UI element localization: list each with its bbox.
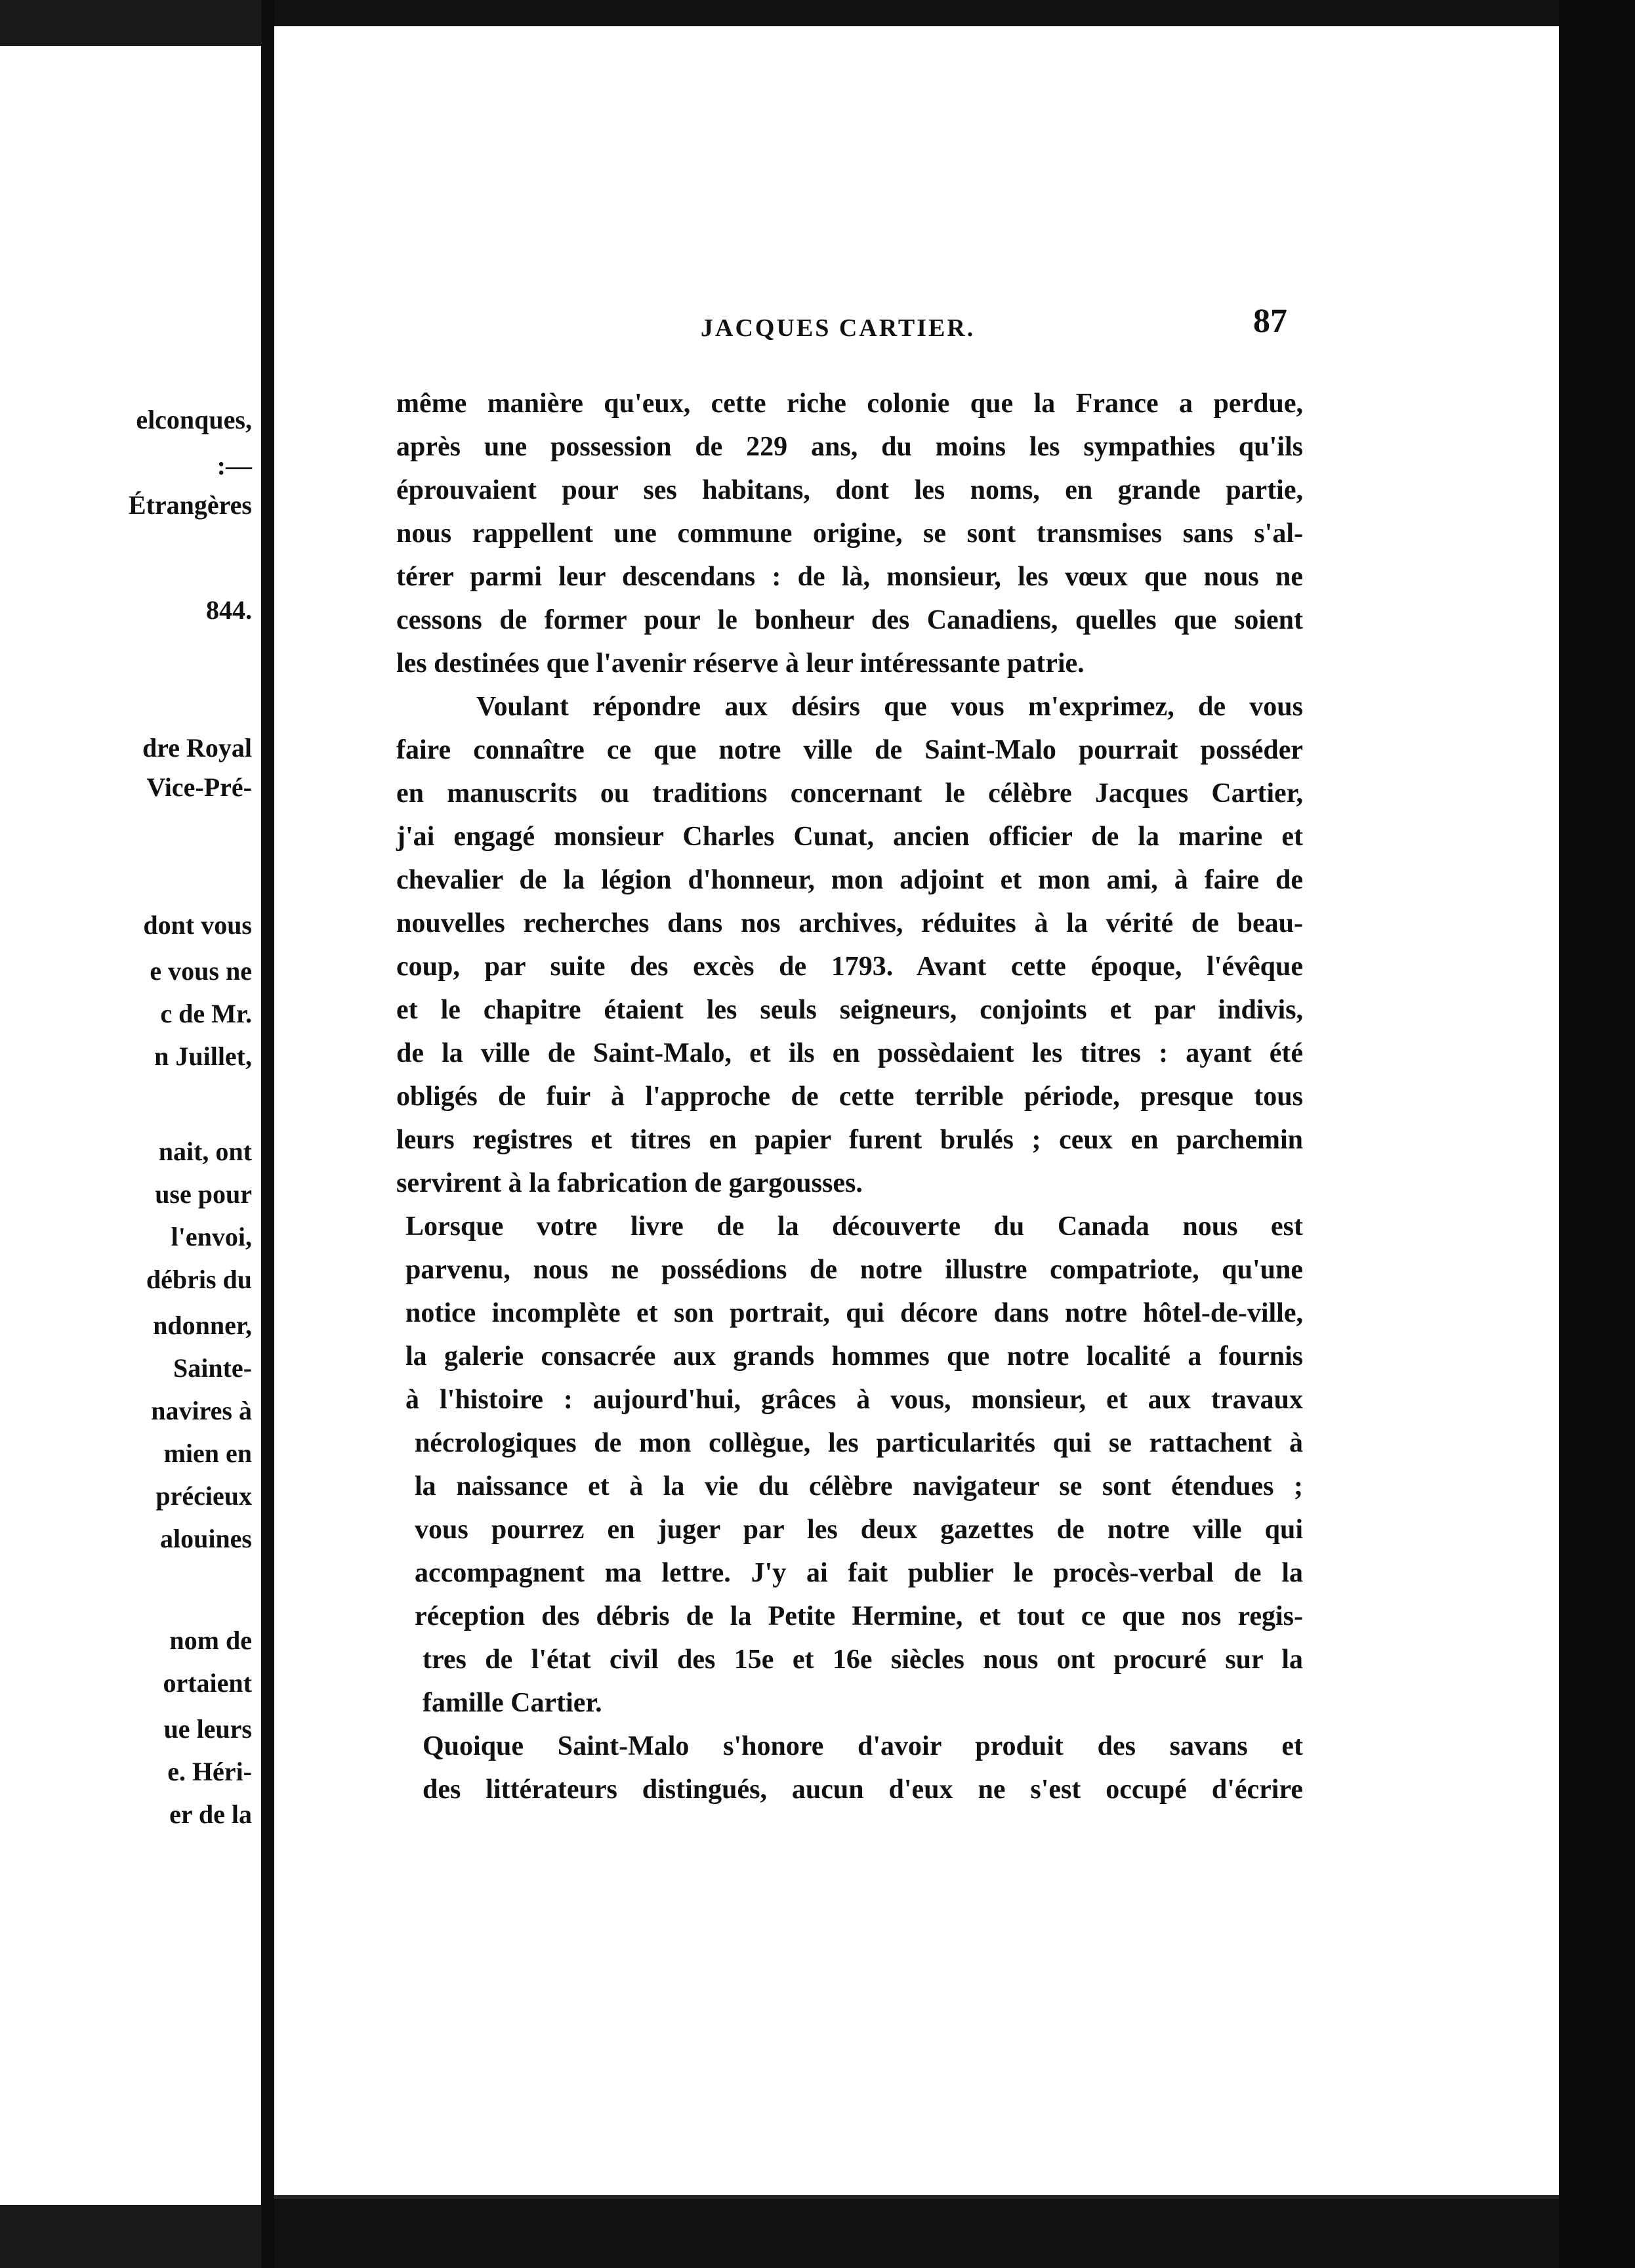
text-line: de la ville de Saint-Malo, et ils en possèdaient les titres : ayant été [396, 1038, 1303, 1068]
text-line: coup, par suite des excès de 1793. Avant cette époque, l'évêque [396, 952, 1303, 982]
text-line: des littérateurs distingués, aucun d'eux ne s'est occupé d'écrire [423, 1774, 1303, 1805]
text-line: vous pourrez en juger par les deux gazettes de notre ville qui [415, 1515, 1303, 1545]
left-page-line: ue leurs [163, 1714, 252, 1744]
text-line: et le chapitre étaient les seuls seigneurs, conjoints et par indivis, [396, 995, 1303, 1025]
left-page-line: n Juillet, [154, 1041, 252, 1071]
text-line: leurs registres et titres en papier furent brulés ; ceux en parchemin [396, 1125, 1303, 1155]
left-page-line: précieux [155, 1481, 252, 1511]
right-edge-shadow [1559, 0, 1635, 2268]
text-line: Lorsque votre livre de la découverte du Canada nous est [405, 1211, 1303, 1242]
text-line: nous rappellent une commune origine, se sont transmises sans s'al- [396, 518, 1303, 549]
page-number: 87 [1253, 303, 1287, 340]
text-line: nouvelles recherches dans nos archives, réduites à la vérité de beau- [396, 908, 1303, 938]
left-page [0, 46, 261, 2205]
body-text [396, 382, 1303, 1811]
text-line: en manuscrits ou traditions concernant le célèbre Jacques Cartier, [396, 778, 1303, 808]
text-line: Voulant répondre aux désirs que vous m'exprimez, de vous [476, 692, 1303, 722]
book-gutter [261, 0, 274, 2268]
left-page-line: Étrangères [128, 490, 252, 520]
left-page-line: 844. [206, 595, 252, 625]
text-line: accompagnent ma lettre. J'y ai fait publier le procès-verbal de la [415, 1558, 1303, 1588]
left-page-line: ortaient [163, 1668, 252, 1698]
left-page-line: l'envoi, [171, 1222, 252, 1251]
left-page-line: c de Mr. [160, 999, 252, 1028]
text-line: éprouvaient pour ses habitans, dont les noms, en grande partie, [396, 475, 1303, 505]
text-line: nécrologiques de mon collègue, les particularités qui se rattachent à [415, 1428, 1303, 1458]
left-page-line: elconques, [136, 405, 252, 434]
text-line: chevalier de la légion d'honneur, mon adjoint et mon ami, à faire de [396, 865, 1303, 895]
text-line: Quoique Saint-Malo s'honore d'avoir produit des savans et [423, 1731, 1303, 1761]
text-line: réception des débris de la Petite Hermine, et tout ce que nos regis- [415, 1601, 1303, 1631]
left-page-line: :— [217, 451, 252, 480]
text-line: parvenu, nous ne possédions de notre illustre compatriote, qu'une [405, 1255, 1303, 1285]
text-line: la naissance et à la vie du célèbre navigateur se sont étendues ; [415, 1471, 1303, 1502]
running-header: JACQUES CARTIER. [701, 314, 976, 342]
left-page-line: e vous ne [150, 956, 252, 986]
left-page-line: nait, ont [158, 1137, 252, 1166]
left-page-line: dre Royal [142, 733, 252, 763]
left-page-line: mien en [163, 1438, 252, 1468]
text-line: même manière qu'eux, cette riche colonie que la France a perdue, [396, 388, 1303, 419]
text-line: après une possession de 229 ans, du moins les sympathies qu'ils [396, 432, 1303, 462]
left-page-line: er de la [169, 1799, 252, 1829]
left-page-line: Vice-Pré- [146, 772, 252, 802]
left-page-line: ndonner, [153, 1311, 252, 1340]
text-line: faire connaître ce que notre ville de Saint-Malo pourrait posséder [396, 735, 1303, 765]
text-line: les destinées que l'avenir réserve à leur intéressante patrie. [396, 648, 1085, 679]
text-line: obligés de fuir à l'approche de cette terrible période, presque tous [396, 1082, 1303, 1112]
text-line: à l'histoire : aujourd'hui, grâces à vous, monsieur, et aux travaux [405, 1385, 1303, 1415]
left-page-line: navires à [151, 1396, 252, 1425]
text-line: notice incomplète et son portrait, qui décore dans notre hôtel-de-ville, [405, 1298, 1303, 1328]
text-line: térer parmi leur descendans : de là, monsieur, les vœux que nous ne [396, 562, 1303, 592]
left-page-line: débris du [146, 1265, 252, 1294]
text-line: tres de l'état civil des 15e et 16e siècles nous ont procuré sur la [423, 1645, 1303, 1675]
text-line: j'ai engagé monsieur Charles Cunat, ancien officier de la marine et [396, 822, 1303, 852]
text-line: servirent à la fabrication de gargousses. [396, 1168, 863, 1198]
left-page-line: dont vous [143, 910, 252, 940]
text-line: la galerie consacrée aux grands hommes que notre localité a fournis [405, 1341, 1303, 1372]
left-page-line: Sainte- [173, 1353, 252, 1383]
left-page-line: e. Héri- [167, 1757, 252, 1786]
left-page-line: nom de [169, 1626, 252, 1655]
left-page-line: use pour [155, 1179, 252, 1209]
left-page-line: alouines [159, 1524, 252, 1553]
text-line: cessons de former pour le bonheur des Canadiens, quelles que soient [396, 605, 1303, 635]
text-line: famille Cartier. [423, 1688, 602, 1718]
